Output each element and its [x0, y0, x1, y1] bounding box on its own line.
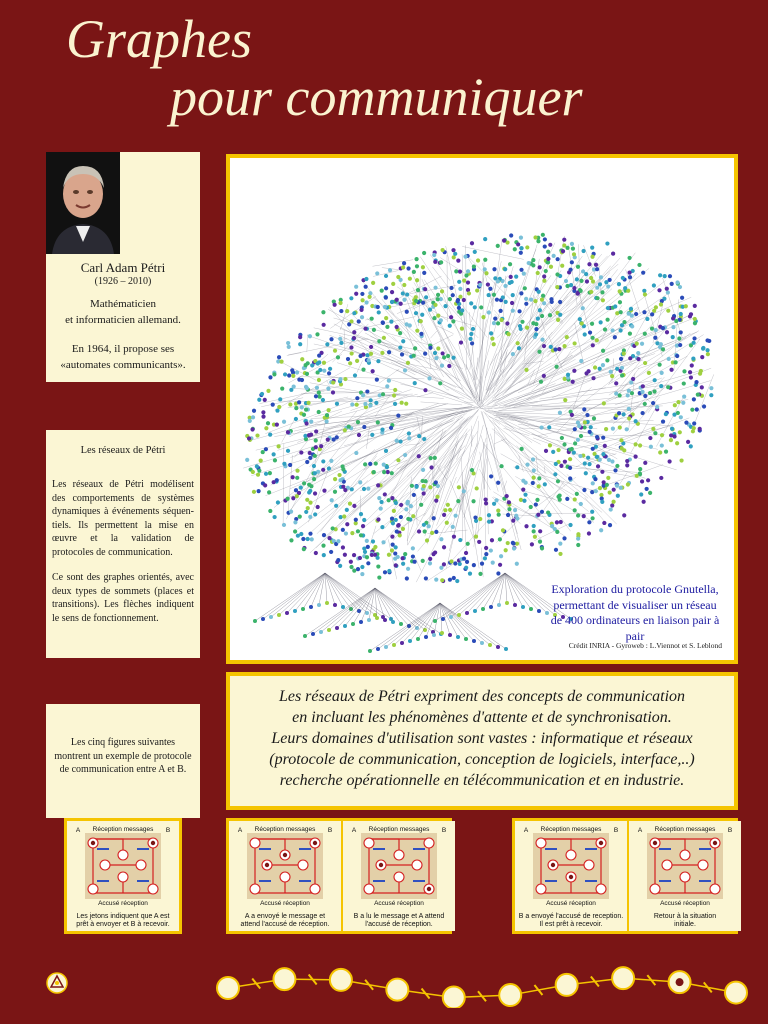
network-credit: Crédit INRIA - Gyroweb : L.Viennot et S. Leblond: [568, 641, 722, 650]
figure-caption-line-2: attend l'accusé de réception.: [240, 920, 330, 928]
diagram-top-label: Réception messages: [92, 826, 154, 833]
diagram-label-a: A: [351, 827, 357, 834]
network-caption-line-2: permettant de visualiser un réseau: [553, 597, 717, 612]
quote-text: [230, 676, 734, 806]
bio-note: [50, 342, 196, 374]
bio-desc-line-1: Mathématicien: [90, 298, 156, 310]
diagram-top-label: Réception messages: [254, 826, 316, 833]
diagram-top-label: Réception messages: [540, 826, 602, 833]
figure-4: [515, 821, 627, 931]
petri-net-diagram: [637, 825, 733, 909]
figure-caption: [345, 913, 453, 929]
diagram-label-b: B: [727, 827, 733, 834]
figure-caption-line-2: Il est prêt à recevoir.: [539, 920, 603, 928]
quote-line-3: Leurs domaines d'utilisation sont vastes : informatique et réseaux: [271, 730, 693, 748]
figure-caption: [631, 913, 739, 929]
bio-panel: [46, 152, 200, 382]
petri-paragraph-2: Ce sont des graphes orientés, avec deux types de sommets (places et transitions). Les flèches indiquent le sens de fonctionnement.: [52, 572, 194, 624]
diagram-label-b: B: [613, 827, 619, 834]
figure-caption-line-1: A a envoyé le message et: [244, 912, 326, 920]
bio-name: Carl Adam Pétri: [80, 260, 166, 275]
figure-5: [629, 821, 741, 931]
figure-caption: [69, 913, 177, 929]
diagram-top-label: Réception messages: [654, 826, 716, 833]
diagram-bottom-label: Accusé réception: [660, 900, 710, 907]
quote-line-1: Les réseaux de Pétri expriment des concepts de communication: [278, 688, 686, 705]
diagram-bottom-label: Accusé réception: [546, 900, 596, 907]
portrait-photo: [46, 152, 120, 254]
bio-years: (1926 – 2010): [94, 276, 152, 287]
title-line-1: Graphes: [66, 9, 252, 69]
petri-net-diagram: [237, 825, 333, 909]
network-caption: [550, 582, 720, 644]
petri-net-diagram: [75, 825, 171, 909]
figure-caption-line-1: B a lu le message et A attend: [353, 912, 445, 920]
bio-note-line-2: «automates communicants».: [60, 358, 186, 371]
figure-caption-line-2: prêt à envoyer et B à recevoir.: [76, 920, 170, 928]
quote-line-4: (protocole de communication, conception de logiciels, interface,..): [269, 751, 695, 769]
figure-caption-line-2: initiale.: [674, 920, 696, 928]
quote-line-2: en incluant les phénomènes d'attente et de synchronisation.: [292, 709, 672, 727]
petri-net-diagram: [351, 825, 447, 909]
figures-intro-line-2: montrent un exemple de protocole: [54, 750, 192, 762]
figures-intro-line-3: de communication entre A et B.: [59, 764, 187, 775]
figure-1: [67, 821, 179, 931]
diagram-label-a: A: [523, 827, 529, 834]
quote-frame: [226, 672, 738, 810]
bio-desc-line-2: et informaticien allemand.: [65, 313, 181, 326]
diagram-bottom-label: Accusé réception: [98, 900, 148, 907]
logo-icon: [46, 972, 68, 994]
petri-net-diagram: [523, 825, 619, 909]
bio-description: [50, 297, 196, 329]
figures-intro-line-1: Les cinq figures suivantes: [70, 737, 176, 748]
figure-caption-line-1: B a envoyé l'accusé de reception.: [518, 912, 624, 920]
quote-line-5: recherche opérationnelle en télécommunication et en industrie.: [279, 772, 685, 790]
diagram-label-a: A: [237, 827, 243, 834]
petri-info-panel: [46, 430, 200, 658]
figure-caption-line-1: Les jetons indiquent que A est: [76, 912, 170, 920]
figure-frame-2: [226, 818, 452, 934]
figure-frame-1: [64, 818, 182, 934]
figure-caption: [517, 913, 625, 929]
diagram-label-a: A: [75, 827, 81, 834]
figure-3: [343, 821, 455, 931]
petri-paragraph-1: Les réseaux de Pétri modélisent des comportements de systèmes dynamiques à événements séquen-tiels. Ils permettent la mise en œuvre et la validation de protocoles de communication.: [52, 479, 194, 558]
petri-heading: Les réseaux de Pétri: [80, 445, 166, 456]
diagram-label-a: A: [637, 827, 643, 834]
figure-caption-line-2: l'accusé de réception.: [365, 920, 433, 928]
network-caption-line-1: Exploration du protocole Gnutella,: [551, 582, 719, 596]
figure-2: [229, 821, 341, 931]
network-visualization: [230, 158, 734, 660]
figure-caption: [231, 913, 339, 929]
diagram-label-b: B: [441, 827, 447, 834]
diagram-top-label: Réception messages: [368, 826, 430, 833]
title-line-2: pour communiquer: [170, 67, 583, 127]
diagram-label-b: B: [165, 827, 171, 834]
decorative-petri-chain-icon: [212, 958, 752, 1008]
figures-intro-panel: [46, 704, 200, 818]
bio-note-line-1: En 1964, il propose ses: [71, 343, 175, 355]
diagram-bottom-label: Accusé réception: [374, 900, 424, 907]
diagram-bottom-label: Accusé réception: [260, 900, 310, 907]
network-caption-line-3: de 400 ordinateurs en liaison pair à pair: [550, 613, 720, 643]
network-frame: [226, 154, 738, 664]
figure-frame-3: [512, 818, 738, 934]
diagram-label-b: B: [327, 827, 333, 834]
figure-caption-line-1: Retour à la situation: [653, 912, 717, 920]
